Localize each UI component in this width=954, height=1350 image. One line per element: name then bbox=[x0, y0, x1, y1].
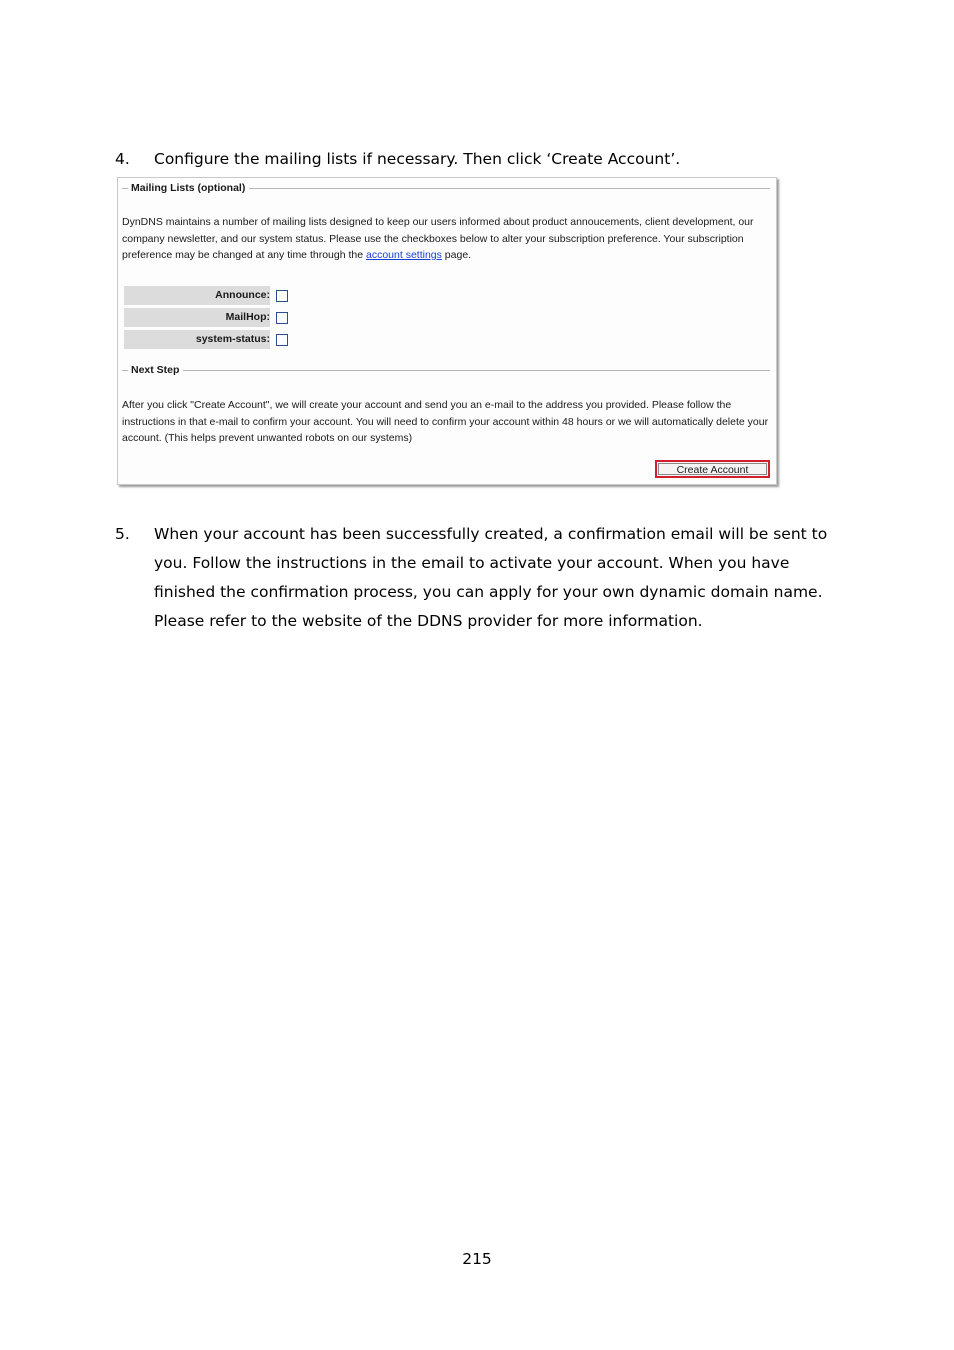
next-step-description: After you click "Create Account", we will create your account and send you an e-mail to the address you provided. Please follow the instructions in that e-mail to confirm your account. You will need to confirm your account within 48 hours or we will automatically delete your account. (This helps prevent unwanted robots on our systems) bbox=[122, 399, 769, 444]
step-4 bbox=[115, 145, 855, 174]
option-row-system-status bbox=[124, 330, 288, 349]
next-step-legend bbox=[122, 363, 770, 377]
step-text: Configure the mailing lists if necessary. Then click ‘Create Account’. bbox=[154, 150, 681, 168]
option-row-announce bbox=[124, 286, 288, 305]
step-number: 4. bbox=[115, 150, 130, 168]
page-number: 215 bbox=[462, 1250, 492, 1268]
step-5 bbox=[115, 520, 855, 636]
step-number: 5. bbox=[115, 525, 130, 543]
create-account-button[interactable] bbox=[655, 460, 770, 478]
option-label-announce: Announce: bbox=[124, 286, 270, 305]
mailhop-checkbox[interactable] bbox=[276, 312, 288, 324]
option-label-system-status: system-status: bbox=[124, 330, 270, 349]
next-step-title: Next Step bbox=[131, 364, 180, 376]
system-status-checkbox[interactable] bbox=[276, 334, 288, 346]
option-row-mailhop bbox=[124, 308, 288, 327]
mailing-lists-screenshot bbox=[117, 177, 777, 485]
mailing-lists-description: DynDNS maintains a number of mailing lists designed to keep our users informed about product annoucements, client development, our company newsletter, and our system status. Please use the checkboxes below to alter your subscription preference. Your subscription preference may be changed at any time through the account settings page. bbox=[122, 216, 754, 261]
announce-checkbox[interactable] bbox=[276, 290, 288, 302]
mailing-lists-legend bbox=[122, 181, 770, 195]
account-settings-link[interactable]: account settings bbox=[366, 249, 442, 261]
option-label-mailhop: MailHop: bbox=[124, 308, 270, 327]
step-text: When your account has been successfully created, a confirmation email will be sent to you. Follow the instructions in the email to activate your account. When you have finished the confirmation process, you can apply for your own dynamic domain name. Please refer to the website of the DDNS provider for more information. bbox=[154, 525, 828, 630]
create-account-label: Create Account bbox=[658, 463, 767, 475]
mailing-lists-title: Mailing Lists (optional) bbox=[131, 182, 246, 194]
